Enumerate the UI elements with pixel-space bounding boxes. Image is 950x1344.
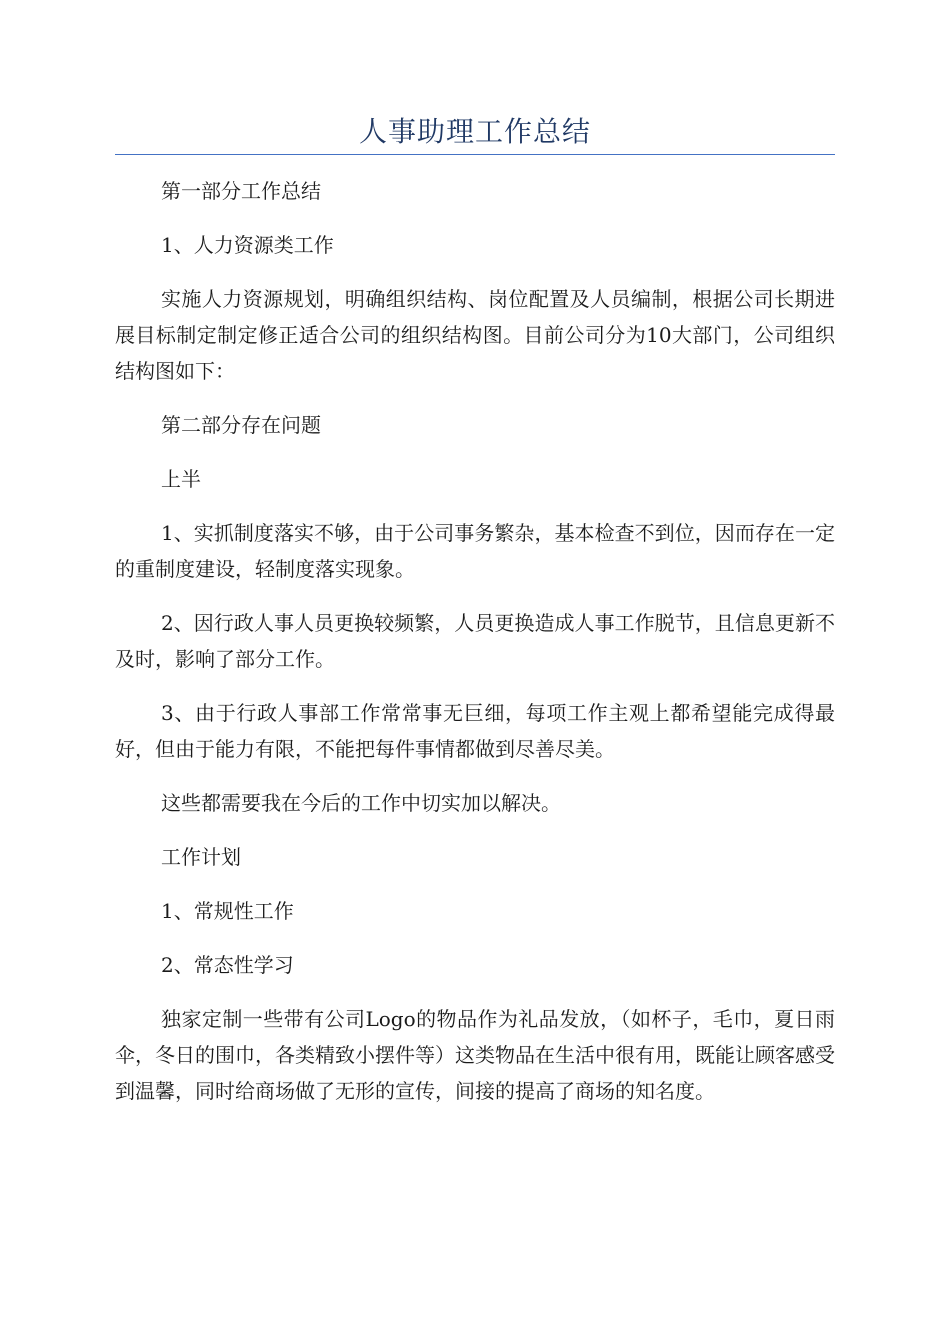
paragraph-hr-planning: 实施人力资源规划，明确组织结构、岗位配置及人员编制，根据公司长期进展目标制定制定修正适合公司的组织结构图。目前公司分为10大部门，公司组织结构图如下： xyxy=(115,287,835,383)
paragraph-issue-1: 1、实抓制度落实不够，由于公司事务繁杂，基本检查不到位，因而存在一定的重制度建设，轻制度落实现象。 xyxy=(115,521,835,581)
document-body xyxy=(115,173,835,1127)
paragraph-issue-3: 3、由于行政人事部工作常常事无巨细，每项工作主观上都希望能完成得最好，但由于能力有限，不能把每件事情都做到尽善尽美。 xyxy=(115,701,835,761)
paragraph-custom-gifts: 独家定制一些带有公司Logo的物品作为礼品发放，（如杯子，毛巾，夏日雨伞，冬日的围巾，各类精致小摆件等）这类物品在生活中很有用，既能让顾客感受到温馨，同时给商场做了无形的宣传，间接的提高了商场的知名度。 xyxy=(115,1007,835,1103)
paragraph-hr-work-heading: 1、人力资源类工作 xyxy=(161,233,334,257)
paragraph-resolve: 这些都需要我在今后的工作中切实加以解决。 xyxy=(161,791,561,815)
paragraph-first-half: 上半 xyxy=(161,467,201,491)
paragraph-routine-work: 1、常规性工作 xyxy=(161,899,294,923)
title-underline xyxy=(115,154,835,155)
paragraph-issue-2: 2、因行政人事人员更换较频繁，人员更换造成人事工作脱节，且信息更新不及时，影响了部分工作。 xyxy=(115,611,835,671)
paragraph-regular-learning: 2、常态性学习 xyxy=(161,953,294,977)
paragraph-work-plan-heading: 工作计划 xyxy=(161,845,241,869)
paragraph-section-2-heading: 第二部分存在问题 xyxy=(161,413,321,437)
paragraph-section-1-heading: 第一部分工作总结 xyxy=(161,179,321,203)
document-title: 人事助理工作总结 xyxy=(358,115,591,148)
